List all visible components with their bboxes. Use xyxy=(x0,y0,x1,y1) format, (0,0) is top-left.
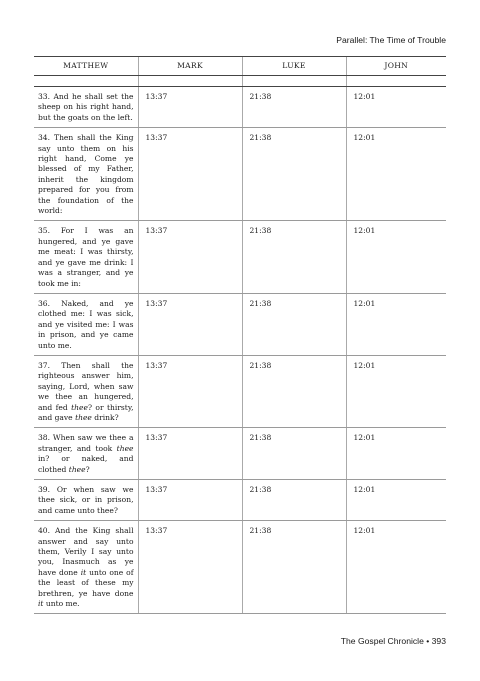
matthew-cell: 39. Or when saw we thee sick, or in prison, and came unto thee? xyxy=(34,480,138,521)
table-row xyxy=(34,355,446,427)
john-cell: 12:01 xyxy=(346,293,446,355)
table-row xyxy=(34,480,446,521)
column-header-matthew: MATTHEW xyxy=(34,57,138,76)
matthew-cell: 34. Then shall the King say unto them on his right hand, Come ye blessed of my Father, inherit the kingdom prepared for you from the foundation of the world: xyxy=(34,128,138,221)
header-spacer-row xyxy=(34,76,446,87)
john-cell: 12:01 xyxy=(346,355,446,427)
luke-cell: 21:38 xyxy=(242,428,346,480)
matthew-cell: 40. And the King shall answer and say unto them, Verily I say unto you, Inasmuch as ye have done it unto one of the least of these my brethren, ye have done it unto me. xyxy=(34,521,138,614)
luke-cell: 21:38 xyxy=(242,293,346,355)
mark-cell: 13:37 xyxy=(138,293,242,355)
mark-cell: 13:37 xyxy=(138,428,242,480)
mark-cell: 13:37 xyxy=(138,87,242,128)
john-cell: 12:01 xyxy=(346,428,446,480)
matthew-cell: 37. Then shall the righteous answer him, saying, Lord, when saw we thee an hungered, and fed thee? or thirsty, and gave thee drink? xyxy=(34,355,138,427)
matthew-cell: 35. For I was an hungered, and ye gave me meat: I was thirsty, and ye gave me drink: I was a stranger, and ye took me in: xyxy=(34,221,138,293)
luke-cell: 21:38 xyxy=(242,480,346,521)
mark-cell: 13:37 xyxy=(138,128,242,221)
matthew-cell: 36. Naked, and ye clothed me: I was sick, and ye visited me: I was in prison, and ye came unto me. xyxy=(34,293,138,355)
table-row xyxy=(34,128,446,221)
john-cell: 12:01 xyxy=(346,480,446,521)
matthew-cell: 38. When saw we thee a stranger, and took thee in? or naked, and clothed thee? xyxy=(34,428,138,480)
table-row xyxy=(34,521,446,614)
table-row xyxy=(34,87,446,128)
luke-cell: 21:38 xyxy=(242,355,346,427)
luke-cell: 21:38 xyxy=(242,521,346,614)
luke-cell: 21:38 xyxy=(242,87,346,128)
table-row xyxy=(34,428,446,480)
luke-cell: 21:38 xyxy=(242,128,346,221)
column-header-john: JOHN xyxy=(346,57,446,76)
john-cell: 12:01 xyxy=(346,87,446,128)
mark-cell: 13:37 xyxy=(138,521,242,614)
spacer-cell xyxy=(34,76,138,87)
luke-cell: 21:38 xyxy=(242,221,346,293)
mark-cell: 13:37 xyxy=(138,221,242,293)
john-cell: 12:01 xyxy=(346,128,446,221)
column-header-luke: LUKE xyxy=(242,57,346,76)
table-row xyxy=(34,293,446,355)
john-cell: 12:01 xyxy=(346,521,446,614)
matthew-cell: 33. And he shall set the sheep on his right hand, but the goats on the left. xyxy=(34,87,138,128)
column-header-mark: MARK xyxy=(138,57,242,76)
table-row xyxy=(34,221,446,293)
spacer-cell xyxy=(242,76,346,87)
mark-cell: 13:37 xyxy=(138,355,242,427)
running-head: Parallel: The Time of Trouble xyxy=(336,35,446,45)
page-folio: The Gospel Chronicle • 393 xyxy=(340,636,446,646)
mark-cell: 13:37 xyxy=(138,480,242,521)
spacer-cell xyxy=(138,76,242,87)
parallel-table xyxy=(34,56,446,614)
spacer-cell xyxy=(346,76,446,87)
john-cell: 12:01 xyxy=(346,221,446,293)
column-header-row xyxy=(34,57,446,76)
